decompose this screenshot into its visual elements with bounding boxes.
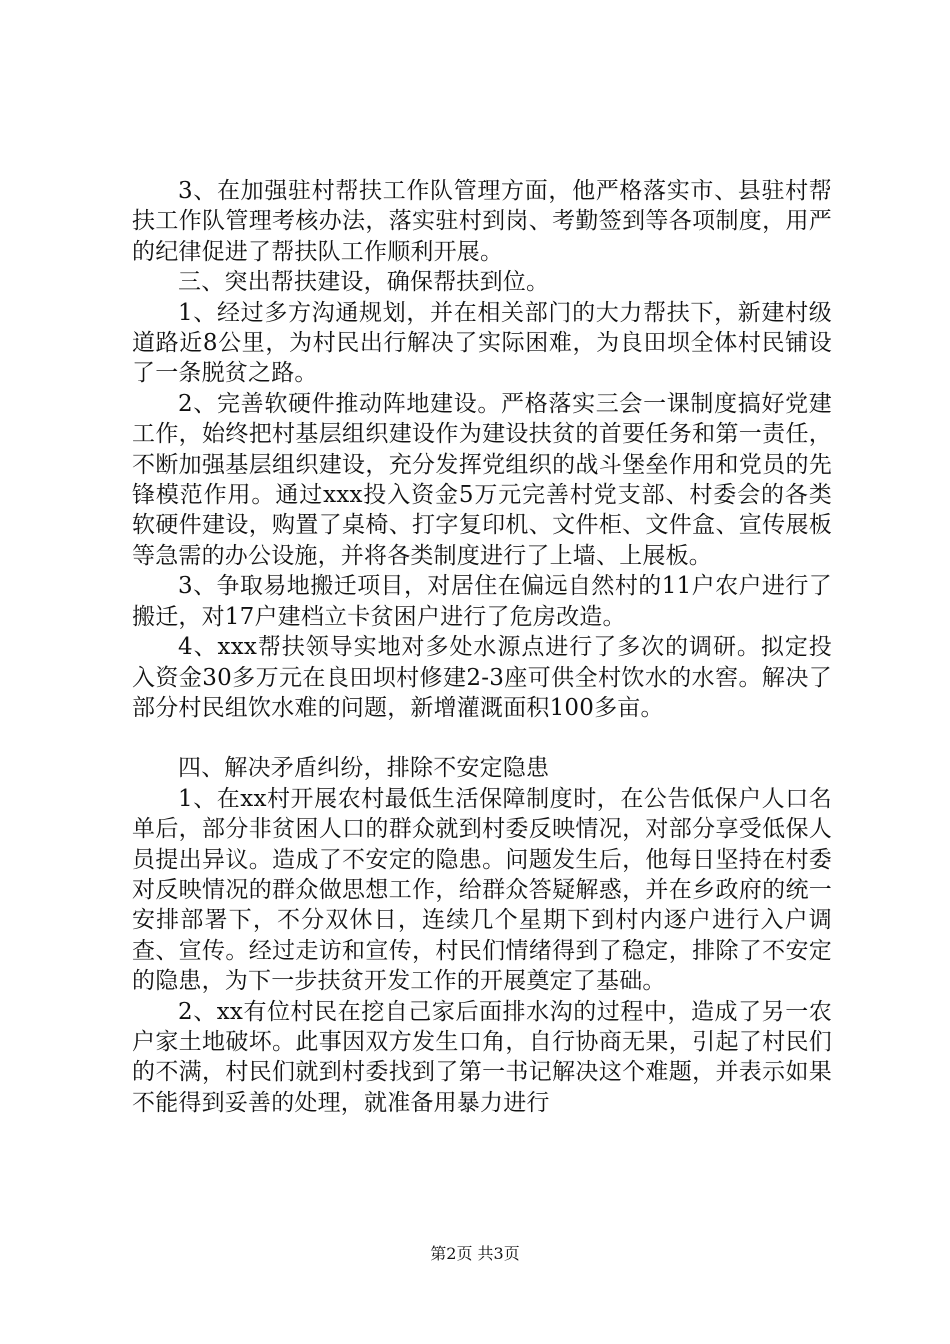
section-heading-four: 四、解决矛盾纠纷，排除不安定隐患	[178, 755, 550, 782]
paragraph-road-construction: 1、经过多方沟通规划，并在相关部门的大力帮扶下，新建村级道路近8公里，为村民出行解决了实际困难，为良田坝全体村民铺设了一条脱贫之路。	[132, 299, 832, 387]
paragraph-subsistence-dispute: 1、在xx村开展农村最低生活保障制度时，在公告低保户人口名单后，部分非贫困人口的群众就到村委反映情况，对部分享受低保人员提出异议。造成了不安定的隐患。问题发生后，他每日坚持在村委对反映情况的群众做思想工作，给群众答疑解惑，并在乡政府的统一安排部署下，不分双休日，连续几个星期下到村内逐户进行入户调查、宣传。经过走访和宣传，村民们情绪得到了稳定，排除了不安定的隐患，为下一步扶贫开发工作的开展奠定了基础。	[132, 785, 832, 995]
document-body	[132, 176, 832, 1118]
paragraph-team-management: 3、在加强驻村帮扶工作队管理方面，他严格落实市、县驻村帮扶工作队管理考核办法，落实驻村到岗、考勤签到等各项制度，用严的纪律促进了帮扶队工作顺利开展。	[132, 178, 832, 265]
paragraph-drainage-dispute: 2、xx有位村民在挖自己家后面排水沟的过程中，造成了另一农户家土地破坏。此事因双方发生口角，自行协商无果，引起了村民们的不满，村民们就到村委找到了第一书记解决这个难题，并表示如果不能得到妥善的处理，就准备用暴力进行	[132, 998, 832, 1116]
page-footer	[0, 1244, 950, 1264]
paragraph-relocation: 3、争取易地搬迁项目，对居住在偏远自然村的11户农户进行了搬迁，对17户建档立卡贫困户进行了危房改造。	[132, 573, 832, 630]
paragraph-base-construction: 2、完善软硬件推动阵地建设。严格落实三会一课制度搞好党建工作，始终把村基层组织建设作为建设扶贫的首要任务和第一责任，不断加强基层组织建设，充分发挥党组织的战斗堡垒作用和党员的先锋模范作用。通过xxx投入资金5万元完善村党支部、村委会的各类软硬件建设，购置了桌椅、打字复印机、文件柜、文件盒、宣传展板等急需的办公设施，并将各类制度进行了上墙、上展板。	[132, 390, 832, 569]
page-number-label: 第2页 共3页	[430, 1244, 520, 1263]
section-heading-three: 三、突出帮扶建设，确保帮扶到位。	[178, 269, 550, 296]
paragraph-water-project: 4、xxx帮扶领导实地对多处水源点进行了多次的调研。拟定投入资金30多万元在良田坝村修建2-3座可供全村饮水的水窖。解决了部分村民组饮水难的问题，新增灌溉面积100多亩。	[132, 634, 832, 721]
